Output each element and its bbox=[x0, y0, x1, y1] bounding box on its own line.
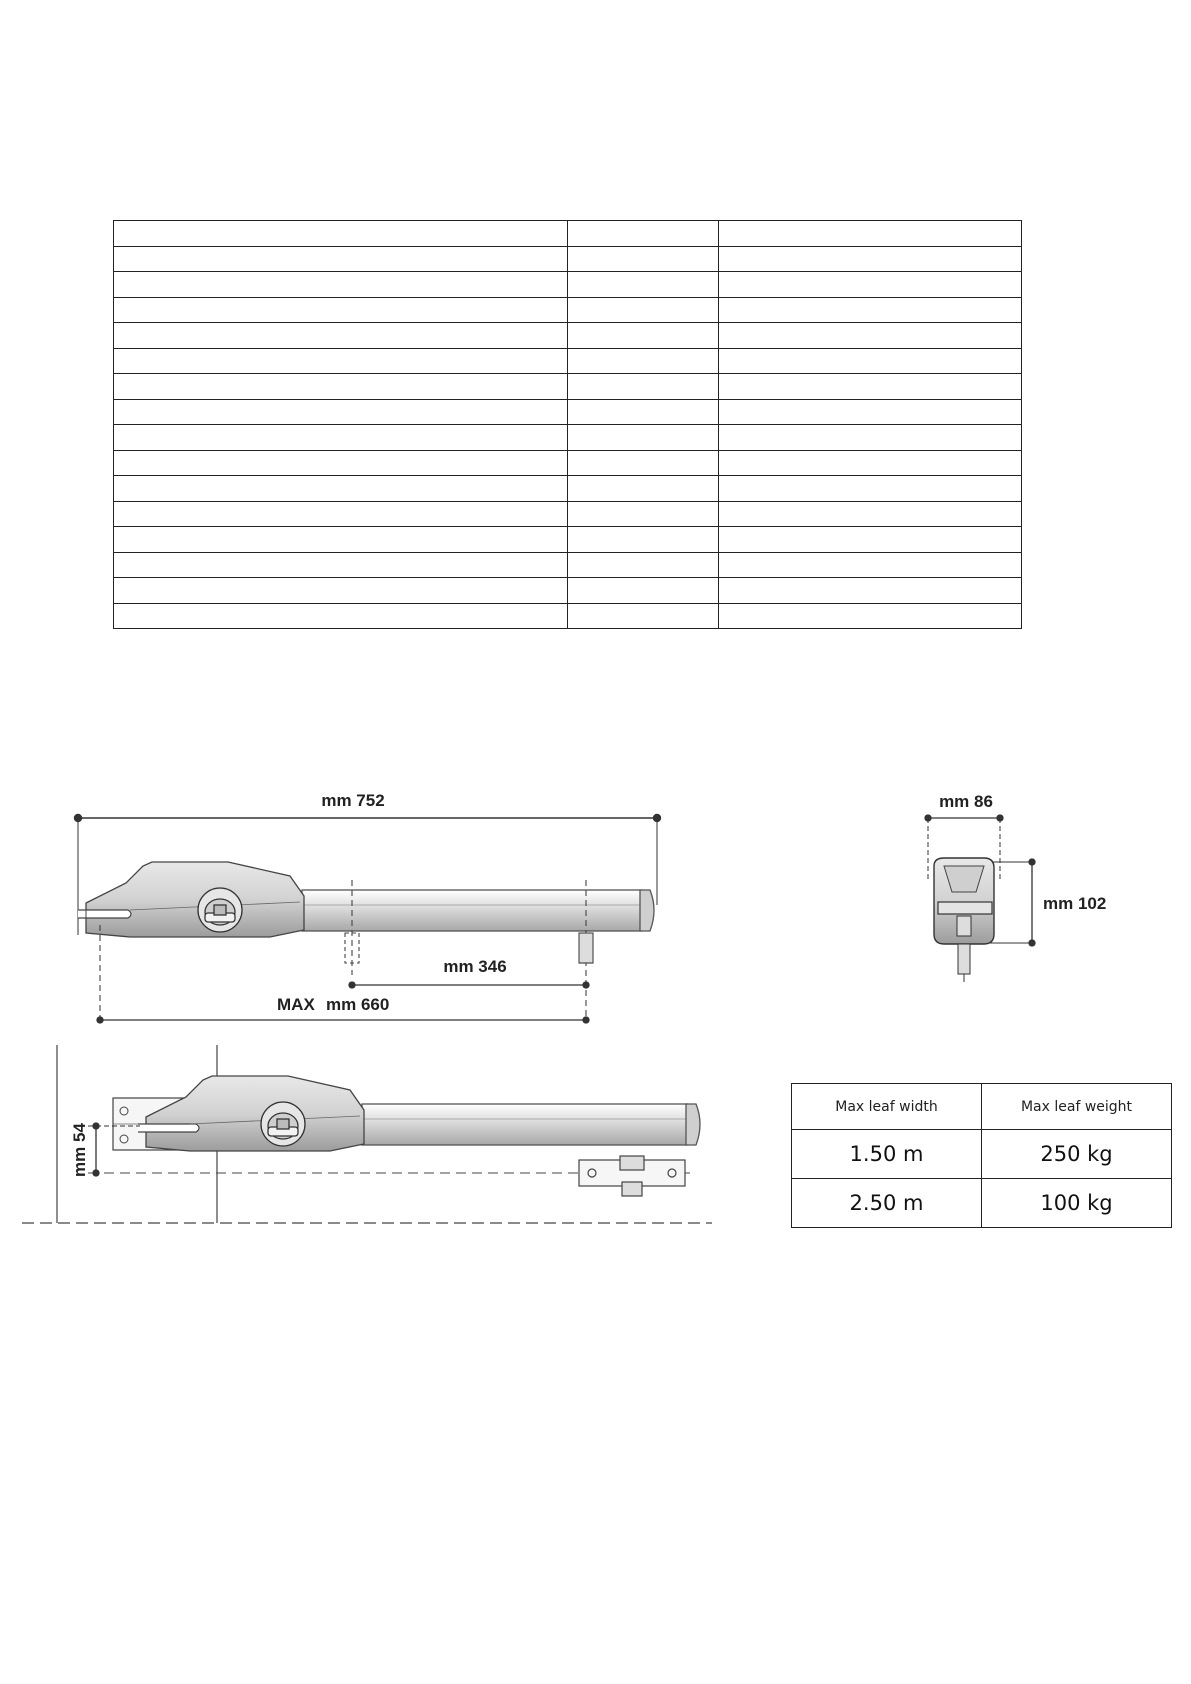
leaf-width-cell: 1.50 m bbox=[792, 1130, 982, 1179]
label-max-prefix: MAX bbox=[277, 995, 315, 1014]
end-view bbox=[925, 792, 1106, 982]
tube-end-cap bbox=[640, 890, 654, 931]
actuator-tube bbox=[302, 890, 642, 931]
label-offset-height: mm 54 bbox=[70, 1123, 89, 1177]
motor-housing bbox=[86, 862, 304, 937]
leaf-table bbox=[791, 1083, 1172, 1228]
leaf-weight-cell: 250 kg bbox=[982, 1130, 1172, 1179]
installation-view bbox=[22, 1045, 712, 1223]
label-overall-length: mm 752 bbox=[321, 791, 385, 810]
header-max-leaf-weight: Max leaf weight bbox=[982, 1084, 1172, 1130]
label-max-length: mm 660 bbox=[326, 995, 390, 1014]
rear-bracket bbox=[579, 1156, 685, 1196]
release-lock bbox=[198, 888, 242, 932]
leaf-weight-cell: 100 kg bbox=[982, 1179, 1172, 1228]
dimension-pin-spacing bbox=[349, 982, 589, 988]
leaf-width-cell: 2.50 m bbox=[792, 1179, 982, 1228]
header-max-leaf-width: Max leaf width bbox=[792, 1084, 982, 1130]
side-view-top bbox=[75, 791, 661, 1023]
table-row bbox=[792, 1179, 1172, 1228]
label-pin-spacing: mm 346 bbox=[443, 957, 507, 976]
label-width: mm 86 bbox=[939, 792, 993, 811]
table-row bbox=[792, 1130, 1172, 1179]
label-height: mm 102 bbox=[1043, 894, 1107, 913]
leaf-table-header-row bbox=[792, 1084, 1172, 1130]
installed-motor-housing bbox=[146, 1076, 364, 1151]
